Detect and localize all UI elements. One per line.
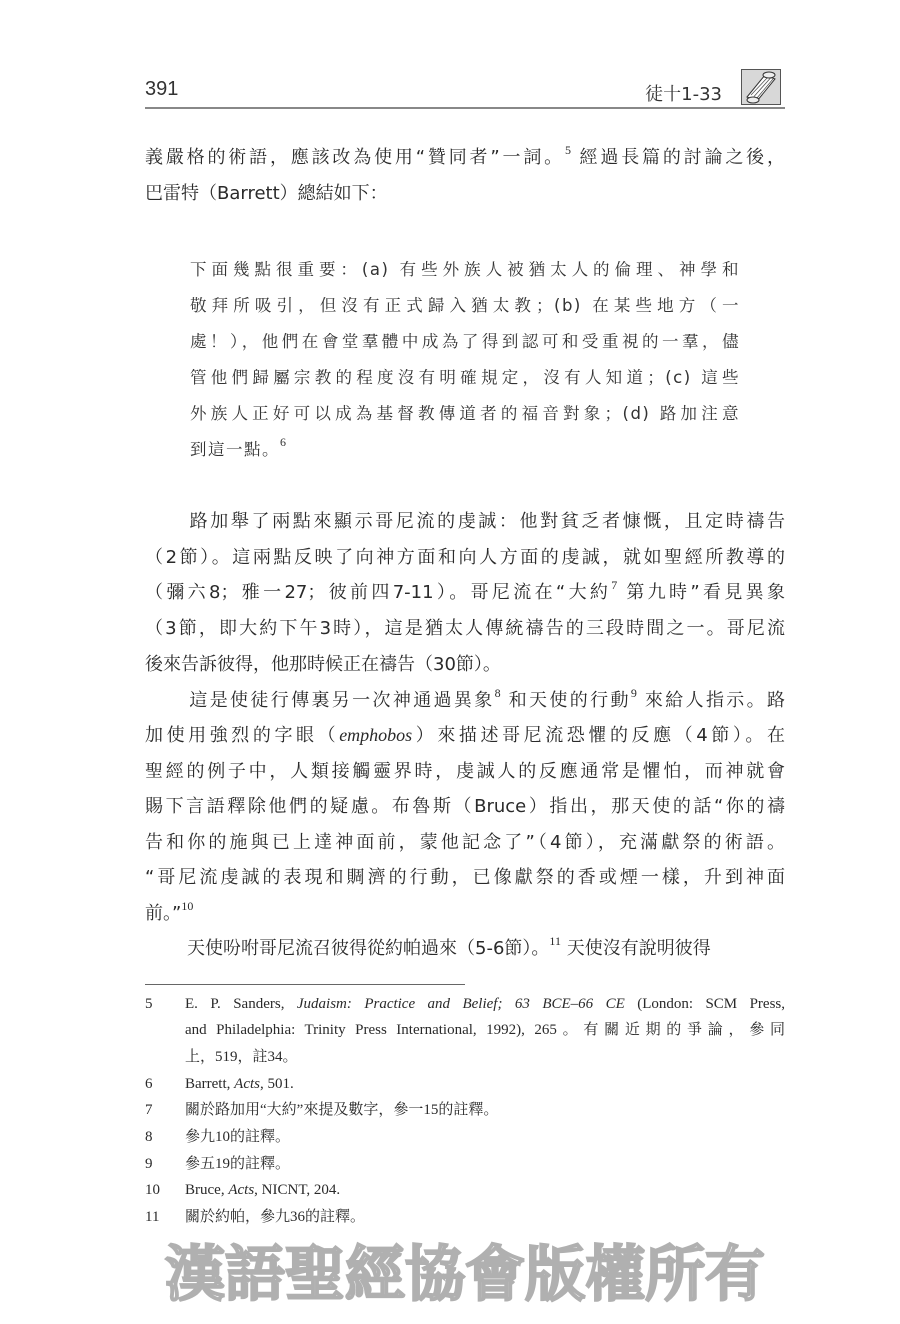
italic-text: emphobos: [339, 725, 413, 746]
text-run: 參九10的註釋。: [185, 1129, 291, 1146]
footnote: [145, 1124, 785, 1151]
text-line: [190, 324, 740, 360]
footnote-text: [185, 1071, 785, 1098]
footnote-ref: 7: [611, 578, 618, 593]
footnote: [145, 991, 785, 1071]
footnote-number: 8: [145, 1129, 153, 1146]
text-run: 後來告訴彼得，他那時候正在禱告（30節）。: [145, 653, 501, 675]
text-run: ）來描述哥尼流恐懼的反應（4節）。在: [412, 725, 786, 747]
footnote: [145, 1097, 785, 1124]
footnote-text: [185, 1177, 785, 1204]
footnote: [145, 1177, 785, 1204]
paragraph-vision: [145, 683, 785, 932]
footnote: [145, 1204, 785, 1231]
text-run: 外族人正好可以成為基督教傳道者的福音對象；(d) 路加注意: [190, 404, 740, 423]
text-line: [185, 991, 785, 1018]
text-line: [185, 1097, 785, 1124]
text-line: [190, 396, 740, 432]
text-line: [145, 754, 785, 790]
text-line: [190, 252, 740, 288]
page-number: 391: [145, 78, 179, 100]
text-line: [145, 176, 785, 212]
text-run: , 501.: [259, 1075, 294, 1092]
footnote-text: [185, 1124, 785, 1151]
footnote: [145, 1071, 785, 1098]
text-run: 和天使的行動: [500, 689, 631, 711]
text-run: 這是使徒行傳裏另一次神通過異象: [187, 689, 495, 711]
text-line: [145, 896, 785, 932]
footnote-text: [185, 1204, 785, 1231]
text-line: [145, 683, 785, 719]
text-run: 天使沒有說明彼得: [560, 938, 711, 960]
text-run: 告和你的施與已上達神面前，蒙他記念了”（4節），充滿獻祭的術語。: [145, 831, 785, 853]
text-run: （2節）。這兩點反映了向神方面和向人方面的虔誠，就如聖經所教導的: [145, 546, 785, 568]
text-run: 路加舉了兩點來顯示哥尼流的虔誠：他對貧乏者慷慨，且定時禱告: [187, 511, 785, 532]
text-run: Bruce,: [185, 1182, 229, 1199]
footnote-ref: 10: [181, 898, 194, 913]
text-run: 加使用強烈的字眼（: [145, 725, 340, 747]
italic-text: Judaism: Practice and Belief; 63 BCE–66 CE: [296, 995, 625, 1012]
scroll-book-icon: [741, 69, 781, 105]
text-line: [145, 504, 785, 540]
text-line: [185, 1044, 785, 1071]
text-line: [145, 825, 785, 861]
footnote-number: 10: [145, 1182, 160, 1199]
text-run: 聖經的例子中，人類接觸靈界時，虔誠人的反應通常是懼怕，而神就會: [145, 760, 785, 782]
text-run: 敬拜所吸引，但沒有正式歸入猶太教；(b) 在某些地方（一: [190, 296, 740, 315]
text-run: E. P. Sanders,: [185, 995, 297, 1012]
text-line: [145, 718, 785, 754]
footnote: [145, 1151, 785, 1178]
text-run: 處！），他們在會堂羣體中成為了得到認可和受重視的一羣，儘: [190, 332, 740, 351]
text-line: [145, 611, 785, 647]
text-line: [185, 1124, 785, 1151]
text-run: 參五19的註釋。: [185, 1155, 291, 1172]
text-line: [145, 647, 785, 683]
text-run: Barrett,: [185, 1075, 235, 1092]
footnote-ref: 9: [630, 685, 637, 700]
paragraph-intro: [145, 140, 785, 212]
footnote-ref: 8: [494, 685, 501, 700]
block-quote-barrett: [190, 252, 740, 468]
text-run: （3節，即大約下午3時），這是猶太人傳統禱告的三段時間之一。哥尼流: [145, 618, 785, 640]
text-line: [145, 575, 785, 611]
text-run: 到這一點。: [190, 440, 280, 459]
text-run: , NICNT, 204.: [254, 1182, 341, 1199]
text-run: 賜下言語釋除他們的疑慮。布魯斯（Bruce）指出，那天使的話“你的禱: [145, 796, 785, 818]
footnotes: [145, 991, 785, 1231]
text-run: 來給人指示。路: [636, 689, 785, 711]
footnote-number: 6: [145, 1075, 153, 1092]
paragraph-cornelius-piety: [145, 504, 785, 683]
footnote-text: [185, 1151, 785, 1178]
text-run: 下面幾點很重要：(a) 有些外族人被猶太人的倫理、神學和: [190, 260, 740, 279]
text-line: [145, 931, 785, 967]
footnote-number: 11: [145, 1209, 160, 1226]
text-run: 義嚴格的術語，應該改為使用“贊同者”一詞。: [145, 147, 565, 168]
text-run: “哥尼流虔誠的表現和賙濟的行動，已像獻祭的香或煙一樣，升到神面: [145, 867, 785, 889]
text-run: 第九時”看見異象: [617, 582, 785, 604]
paragraph-angel-instruction: [145, 931, 785, 967]
footnote-number: 7: [145, 1102, 153, 1119]
text-run: 關於路加用“大約”來提及數字，參一15的註釋。: [185, 1102, 499, 1119]
text-run: 巴雷特（Barrett）總結如下：: [145, 183, 388, 204]
footnote-ref: 11: [549, 934, 561, 949]
italic-text: Acts: [234, 1075, 260, 1092]
text-run: 前。”: [145, 902, 182, 924]
text-run: 經過長篇的討論之後，: [571, 147, 785, 168]
header-rule: [145, 107, 785, 109]
footnote-text: [185, 991, 785, 1071]
text-line: [145, 540, 785, 576]
text-line: [145, 860, 785, 896]
page-body: [145, 140, 785, 1311]
text-line: [185, 1177, 785, 1204]
text-line: [190, 288, 740, 324]
text-line: [145, 789, 785, 825]
text-run: （彌六8；雅一27；彼前四7-11）。哥尼流在“大約: [145, 582, 612, 604]
footnote-rule: [145, 984, 465, 985]
running-header-section-ref: 徒十1-33: [645, 84, 722, 105]
footnote-ref: 6: [280, 435, 288, 449]
text-line: [185, 1204, 785, 1231]
text-run: 上，519，註34。: [185, 1048, 298, 1065]
text-run: 管他們歸屬宗教的程度沒有明確規定，沒有人知道；(c) 這些: [190, 368, 740, 387]
copyright-watermark: 漢語聖經協會版權所有: [165, 1239, 765, 1310]
footnote-ref: 5: [565, 143, 571, 157]
footnote-number: 5: [145, 995, 153, 1012]
text-run: and Philadelphia: Trinity Press International, 1992), 265。有關近期的爭論，參同: [185, 1022, 785, 1039]
text-line: [185, 1151, 785, 1178]
text-run: 關於約帕，參九36的註釋。: [185, 1209, 366, 1226]
text-line: [145, 140, 785, 176]
text-run: (London: SCM Press,: [624, 995, 785, 1012]
text-line: [185, 1017, 785, 1044]
text-line: [190, 360, 740, 396]
text-run: 天使吩咐哥尼流召彼得從約帕過來（5-6節）。: [187, 938, 550, 960]
footnote-text: [185, 1097, 785, 1124]
footnote-number: 9: [145, 1155, 153, 1172]
text-line: [185, 1071, 785, 1098]
italic-text: Acts: [228, 1182, 255, 1199]
text-line: [190, 432, 740, 468]
